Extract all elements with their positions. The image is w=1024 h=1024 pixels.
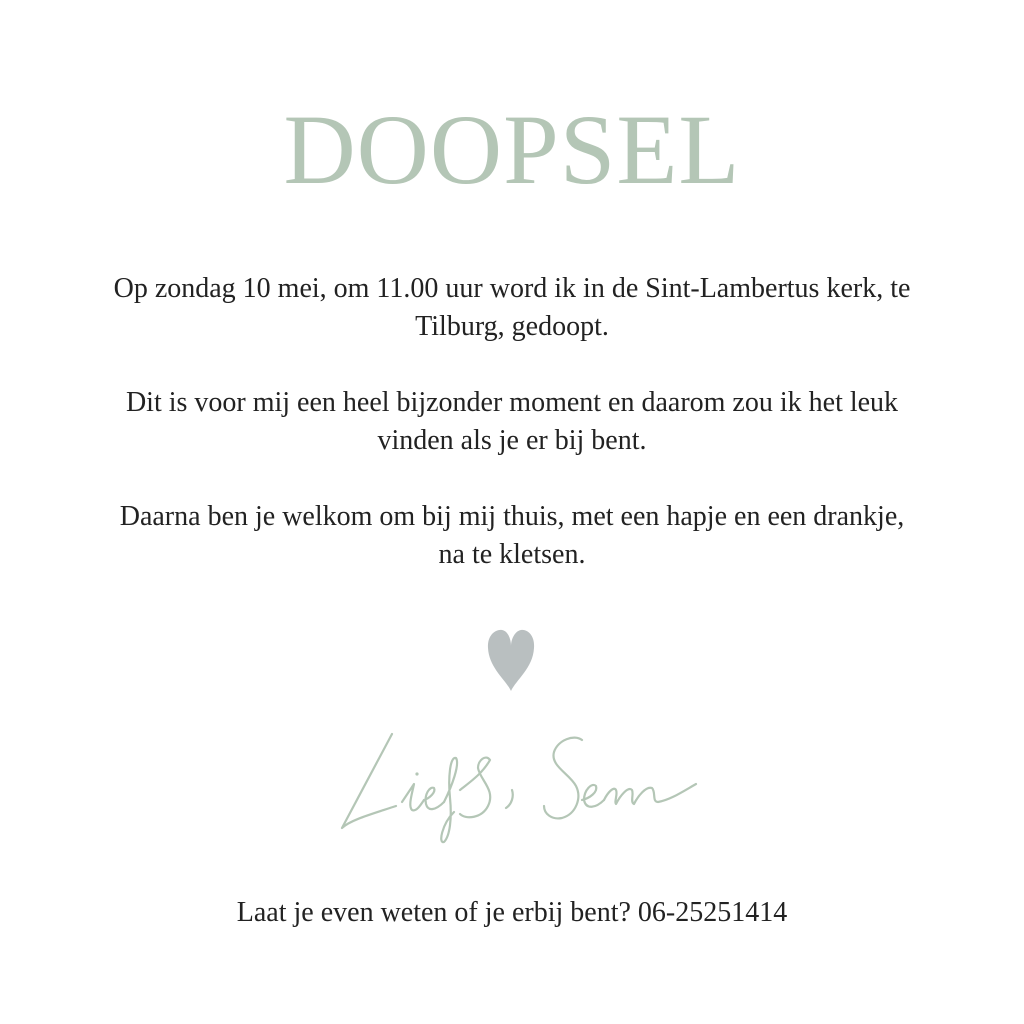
signature-liefs-sem: [320, 720, 710, 850]
paragraph-reception: Daarna ben je welkom om bij mij thuis, met een hapje en een drankje, na te kletsen.: [119, 501, 905, 570]
card-title: DOOPSEL: [283, 94, 741, 205]
rsvp-line: Laat je even weten of je erbij bent? 06-25251414: [236, 897, 788, 928]
paragraph-ceremony: Op zondag 10 mei, om 11.00 uur word ik in de Sint-Lambertus kerk, te Tilburg, gedoopt.: [113, 273, 911, 342]
heart-icon: [486, 628, 536, 692]
paragraph-invitation: Dit is voor mij een heel bijzonder moment en daarom zou ik het leuk vinden als je er bij bent.: [125, 387, 899, 456]
